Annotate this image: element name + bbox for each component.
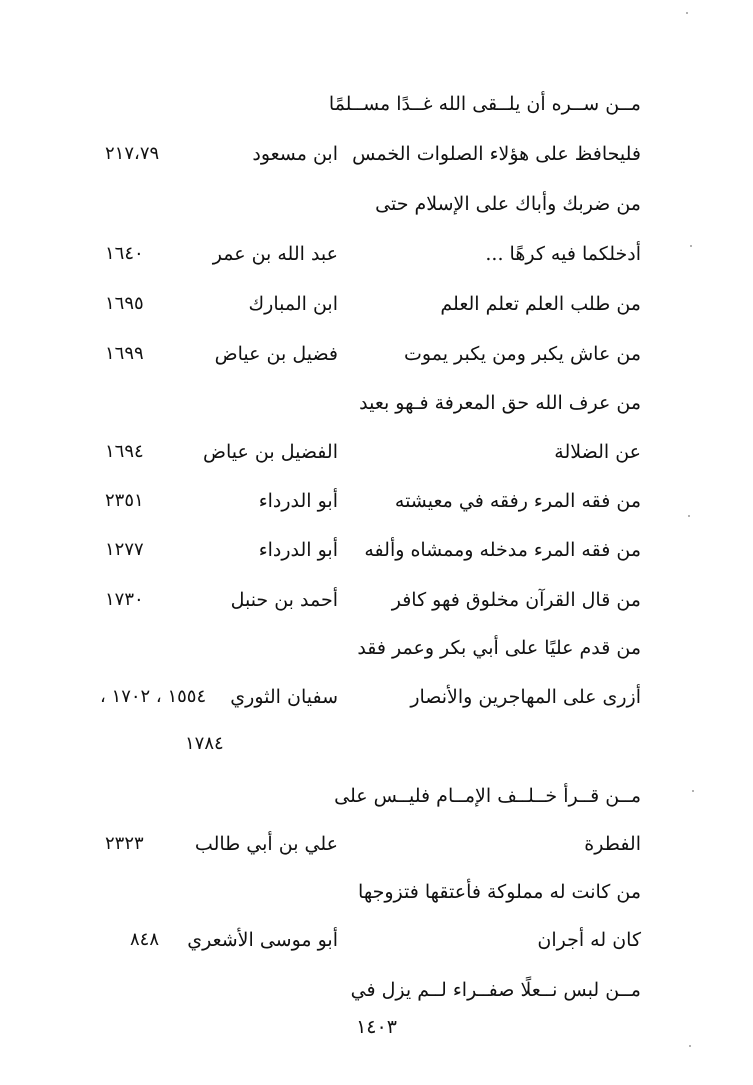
saying-text: من فقه المرء رفقه في معيشته <box>394 490 641 512</box>
reference-number: ١٥٥٤ ، ١٧٠٢ ، <box>100 686 207 707</box>
reference-number: ١٦٩٤ <box>105 441 144 462</box>
narrator-name: أبو الدرداء <box>258 490 338 512</box>
saying-text: مــن لبس نــعلًا صفــراء لــم يزل في <box>350 979 641 1001</box>
index-row <box>0 134 753 174</box>
narrator-name: أحمد بن حنبل <box>230 589 338 611</box>
narrator-name: أبو موسى الأشعري <box>187 929 338 951</box>
narrator-name: أبو الدرداء <box>258 539 338 561</box>
narrator-name: فضيل بن عياض <box>214 343 338 365</box>
index-row <box>0 432 753 472</box>
saying-text: عن الضلالة <box>554 441 641 463</box>
scan-speck <box>689 1045 691 1047</box>
index-row <box>0 383 753 423</box>
saying-text: من قدم عليًا على أبي بكر وعمر فقد <box>357 637 641 659</box>
scan-speck <box>692 790 694 792</box>
saying-text: كان له أجران <box>537 929 641 951</box>
saying-text: من فقه المرء مدخله وممشاه وألفه <box>364 539 641 561</box>
narrator-name: ابن مسعود <box>252 143 338 165</box>
scan-speck <box>688 515 690 517</box>
saying-text: من طلب العلم تعلم العلم <box>440 293 641 315</box>
index-row <box>0 824 753 864</box>
scan-speck <box>686 12 688 14</box>
saying-text: من عرف الله حق المعرفة فـهو بعيد <box>359 392 641 414</box>
reference-number: ٢٣٢٣ <box>105 833 144 854</box>
reference-number: ١٧٣٠ <box>105 589 144 610</box>
index-row <box>0 580 753 620</box>
index-row <box>0 628 753 668</box>
reference-number: ٢٣٥١ <box>105 490 144 511</box>
reference-number: ٨٤٨ <box>130 929 160 950</box>
narrator-name: عبد الله بن عمر <box>212 243 338 265</box>
index-row <box>0 920 753 960</box>
index-row <box>0 334 753 374</box>
index-row <box>0 970 753 1010</box>
reference-number: ١٦٤٠ <box>105 243 144 264</box>
reference-number: ١٢٧٧ <box>105 539 144 560</box>
index-row <box>0 677 753 717</box>
saying-text: من قال القرآن مخلوق فهو كافر <box>391 589 641 611</box>
index-row <box>0 284 753 324</box>
narrator-name: ابن المبارك <box>248 293 338 315</box>
index-row <box>0 530 753 570</box>
index-row <box>0 872 753 912</box>
narrator-name: الفضيل بن عياض <box>203 441 338 463</box>
saying-text: من كانت له مملوكة فأعتقها فتزوجها <box>358 881 641 903</box>
scan-speck <box>690 245 692 247</box>
saying-text: مــن ســره أن يلــقى الله غــدًا مســلمًا <box>328 93 641 115</box>
reference-number: ١٦٩٩ <box>105 343 144 364</box>
index-row <box>0 481 753 521</box>
saying-text: من عاش يكبر ومن يكبر يموت <box>404 343 641 365</box>
saying-text: أزرى على المهاجرين والأنصار <box>410 686 641 708</box>
index-row-continuation <box>0 724 753 764</box>
reference-number: ١٧٨٤ <box>185 733 224 754</box>
saying-text: فليحافظ على هؤلاء الصلوات الخمس <box>352 143 641 165</box>
index-row <box>0 184 753 224</box>
narrator-name: سفيان الثوري <box>230 686 338 708</box>
page-number: ١٤٠٣ <box>356 1016 397 1038</box>
saying-text: أدخلكما فيه كرهًا ... <box>485 243 641 265</box>
saying-text: من ضربك وأباك على الإسلام حتى <box>375 193 641 215</box>
saying-text: مــن قــرأ خــلــف الإمــام فليــس على <box>334 785 641 807</box>
reference-number: ١٦٩٥ <box>105 293 144 314</box>
index-row <box>0 776 753 816</box>
saying-text: الفطرة <box>584 833 641 855</box>
index-row <box>0 84 753 124</box>
reference-number: ٢١٧،٧٩ <box>105 143 160 164</box>
narrator-name: علي بن أبي طالب <box>194 833 338 855</box>
index-row <box>0 234 753 274</box>
